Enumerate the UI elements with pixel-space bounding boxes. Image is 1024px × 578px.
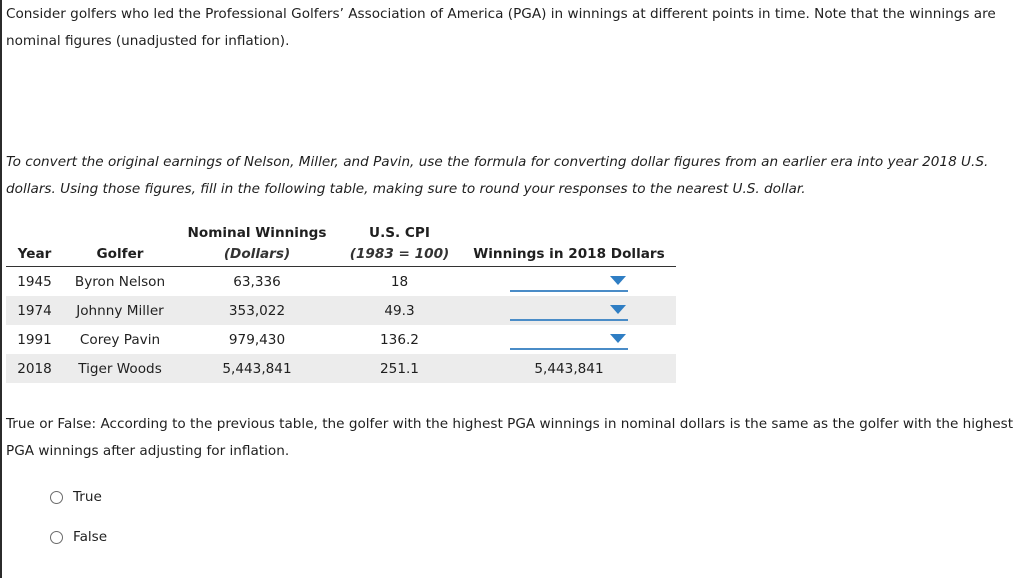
header-row-top (6, 216, 676, 241)
table-row (6, 325, 676, 354)
golfer-cell: Tiger Woods (63, 354, 177, 383)
header-cpi: U.S. CPI (369, 225, 430, 241)
year-cell: 1945 (17, 273, 52, 290)
header-year: Year (6, 241, 63, 267)
winnings-dropdown-miller[interactable] (510, 301, 628, 321)
intro-text: Consider golfers who led the Professional Golfers’ Association of America (PGA) in winnings at different points in time. Note that the winnings are nominal figures (unadjusted for inflation). (6, 6, 996, 49)
dropdown-arrow-icon (610, 276, 626, 285)
table-row (6, 354, 676, 383)
radio-false[interactable] (50, 531, 63, 544)
nominal-cell: 979,430 (228, 331, 286, 348)
header-winnings-2018: Winnings in 2018 Dollars (462, 241, 676, 267)
winnings-2018-cell: 5,443,841 (462, 354, 676, 383)
nominal-cell: 353,022 (177, 296, 337, 325)
header-nominal: Nominal Winnings (187, 225, 327, 241)
winnings-dropdown-pavin[interactable] (510, 330, 628, 350)
winnings-dropdown-nelson[interactable] (510, 272, 628, 292)
table-row (6, 267, 676, 297)
cpi-cell: 251.1 (337, 354, 462, 383)
winnings-table (6, 216, 676, 383)
dropdown-arrow-icon (610, 305, 626, 314)
cpi-cell: 18 (390, 273, 409, 290)
option-false[interactable] (50, 529, 107, 545)
header-golfer: Golfer (63, 241, 177, 267)
header-row-bottom (6, 241, 676, 267)
question-text: True or False: According to the previous table, the golfer with the highest PGA winnings in nominal dollars is the same as the golfer with the highest PGA winnings after adjusting for inflation. (6, 416, 1014, 459)
nominal-cell: 5,443,841 (177, 354, 337, 383)
header-nominal-unit: (Dollars) (177, 241, 337, 267)
option-true[interactable] (50, 489, 102, 505)
header-cpi-base: (1983 = 100) (337, 241, 462, 267)
radio-true[interactable] (50, 491, 63, 504)
year-cell: 1991 (17, 331, 52, 348)
year-cell: 2018 (6, 354, 63, 383)
dropdown-arrow-icon (610, 334, 626, 343)
year-cell: 1974 (6, 296, 63, 325)
golfer-cell: Johnny Miller (63, 296, 177, 325)
instructions-text: To convert the original earnings of Nelson, Miller, and Pavin, use the formula for converting dollar figures from an earlier era into year 2018 U.S. dollars. Using those figures, fill in the following table, making sure to round your responses to the nearest U.S. dollar. (6, 154, 989, 197)
cpi-cell: 49.3 (337, 296, 462, 325)
left-border (0, 0, 2, 578)
table-row (6, 296, 676, 325)
option-true-label: True (73, 489, 102, 505)
nominal-cell: 63,336 (233, 273, 281, 290)
cpi-cell: 136.2 (380, 331, 419, 348)
option-false-label: False (73, 529, 108, 545)
golfer-cell: Byron Nelson (74, 273, 166, 290)
golfer-cell: Corey Pavin (79, 331, 161, 348)
